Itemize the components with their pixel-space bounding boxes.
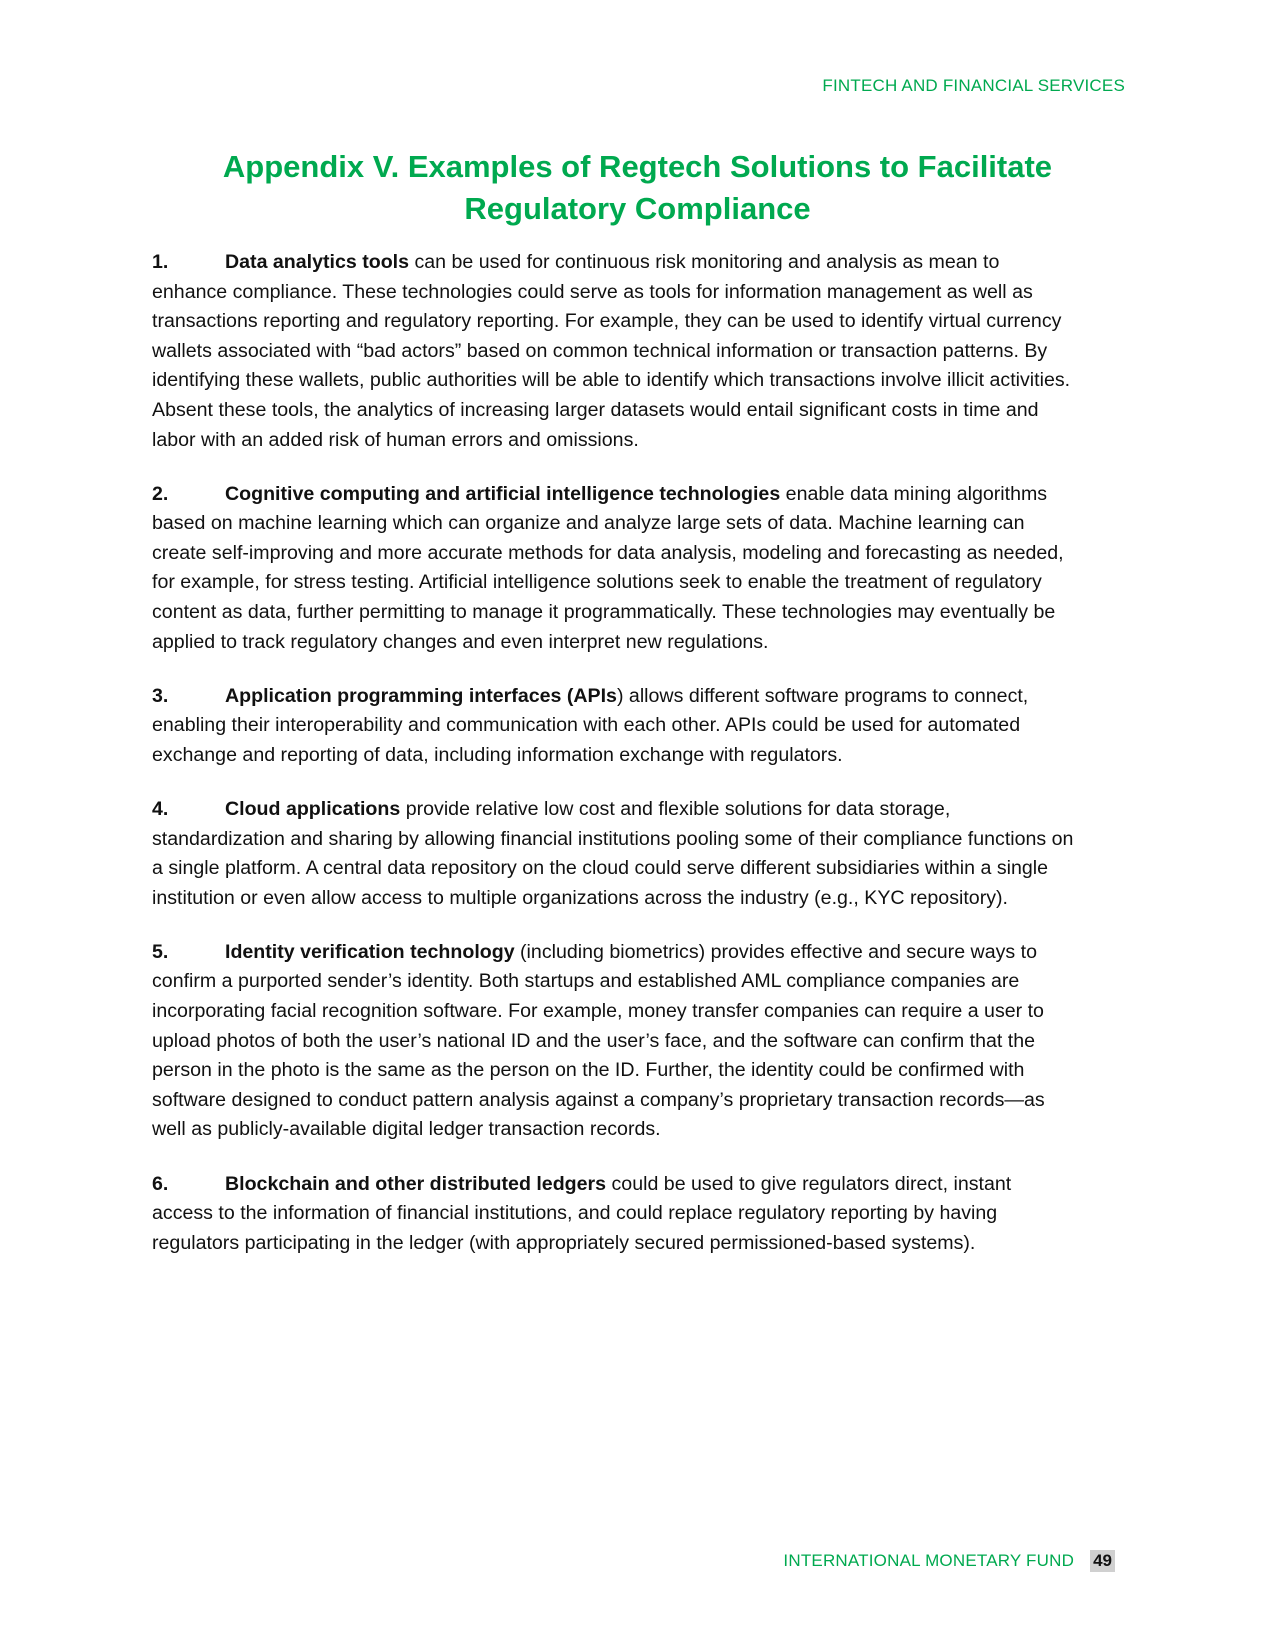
document-body: [152, 248, 1074, 1283]
paragraph-term: Identity verification technology: [225, 940, 515, 963]
paragraph-number: 4.: [152, 798, 169, 820]
paragraph-number: 6.: [152, 1172, 169, 1195]
paragraph-text: provide relative low cost and flexible solutions for data storage, standardization and sharing by allowing financial institutions pooling some of their compliance functions on a single platform. A central data repository on the cloud could serve different subsidiaries within a single institution or even allow access to multiple organizations across the industry (e.g., KYC repository).: [152, 798, 1074, 909]
paragraph-3: [152, 682, 1074, 771]
page-footer: [783, 1550, 1115, 1572]
paragraph-number: 3.: [152, 684, 169, 707]
paragraph-term: Application programming interfaces (APIs: [225, 684, 617, 707]
paragraph-5: [152, 938, 1074, 1145]
footer-organization: INTERNATIONAL MONETARY FUND: [783, 1551, 1075, 1570]
paragraph-text: could be used to give regulators direct, instant access to the information of financial institutions, and could replace regulatory reporting by having regulators participating in the ledger (with appropriately secured permissioned-based systems).: [152, 1172, 1012, 1254]
paragraph-term: Cloud applications: [225, 798, 401, 820]
page-number: 49: [1090, 1550, 1115, 1572]
paragraph-text: (including biometrics) provides effective and secure ways to confirm a purported sender’s identity. Both startups and established AML compliance companies are incorporating facial recognition software. For example, money transfer companies can require a user to upload photos of both the user’s national ID and the user’s face, and the software can confirm that the person in the photo is the same as the person on the ID. Further, the identity could be confirmed with software designed to conduct pattern analysis against a company’s proprietary transaction records—as well as publicly-available digital ledger transaction records.: [152, 940, 1045, 1141]
paragraph-text: can be used for continuous risk monitoring and analysis as mean to enhance compliance. These technologies could serve as tools for information management as well as transactions reporting and regulatory reporting. For example, they can be used to identify virtual currency wallets associated with “bad actors” based on common technical information or transaction patterns. By identifying these wallets, public authorities will be able to identify which transactions involve illicit activities. Absent these tools, the analytics of increasing larger datasets would entail significant costs in time and labor with an added risk of human errors and omissions.: [152, 251, 1071, 451]
paragraph-4: [152, 795, 1074, 913]
paragraph-number: 1.: [152, 251, 169, 273]
page-title: Appendix V. Examples of Regtech Solutions to Facilitate Regulatory Compliance: [222, 149, 1053, 226]
paragraph-2: [152, 480, 1074, 658]
paragraph-text: ) allows different software programs to connect, enabling their interoperability and communication with each other. APIs could be used for automated exchange and reporting of data, including information exchange with regulators.: [152, 684, 1029, 766]
paragraph-term: Data analytics tools: [225, 251, 410, 273]
paragraph-term: Blockchain and other distributed ledgers: [225, 1172, 607, 1195]
paragraph-number: 2.: [152, 482, 169, 505]
paragraph-term: Cognitive computing and artificial intelligence technologies: [225, 482, 781, 505]
paragraph-1: [152, 248, 1074, 455]
paragraph-6: [152, 1170, 1074, 1259]
paragraph-number: 5.: [152, 940, 169, 963]
running-header: FINTECH AND FINANCIAL SERVICES: [822, 76, 1125, 95]
paragraph-text: enable data mining algorithms based on machine learning which can organize and analyze large sets of data. Machine learning can create self-improving and more accurate methods for data analysis, modeling and forecasting as needed, for example, for stress testing. Artificial intelligence solutions seek to enable the treatment of regulatory content as data, further permitting to manage it programmatically. These technologies may eventually be applied to track regulatory changes and even interpret new regulations.: [152, 482, 1064, 653]
